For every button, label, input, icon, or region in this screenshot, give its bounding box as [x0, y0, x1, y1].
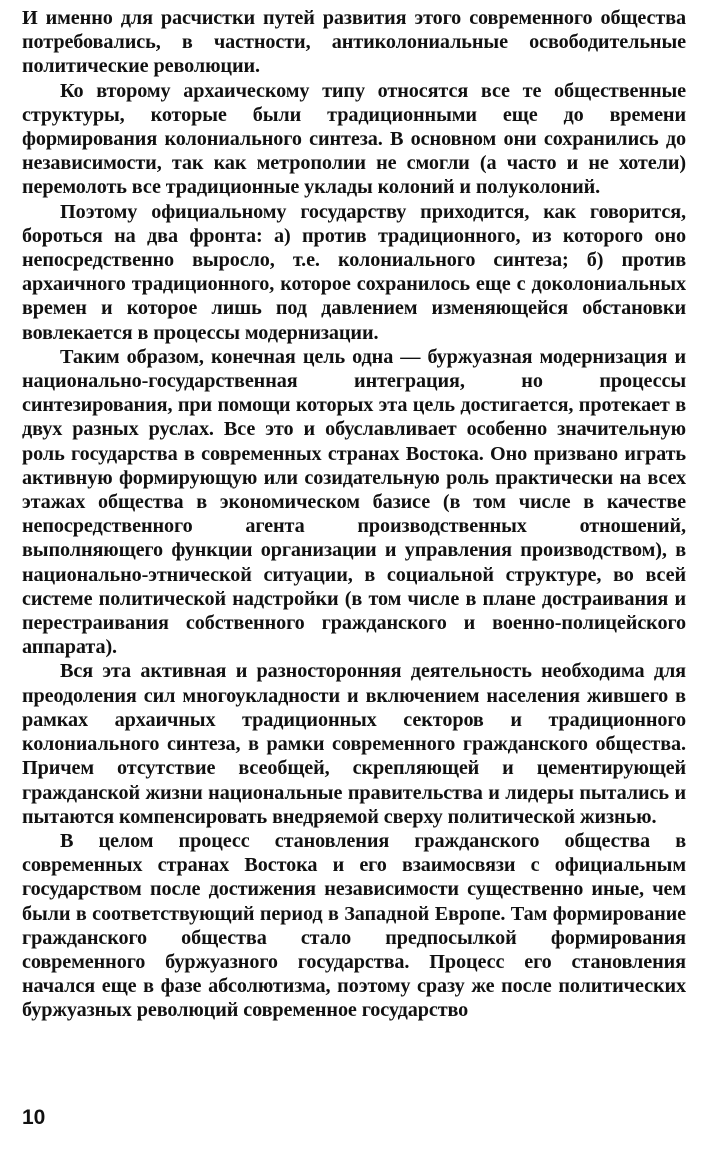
page-number: 10	[22, 1106, 46, 1129]
paragraph-5: Вся эта активная и разносторонняя деятельность необходима для преодоления сил многоукладности и включением населения жившего в рамках архаичных традиционных секторов и традиционного колониального синтеза, в рамки современного гражданского общества. Причем отсутствие всеобщей, скрепляющей и цементирующей гражданской жизни национальные правительства и лидеры пытались и пытаются компенсировать внедряемой сверху политической жизнью.	[22, 660, 686, 828]
paragraph-3: Поэтому официальному государству приходится, как говорится, бороться на два фронта: а) против традиционного, из которого оно непосредственно выросло, т.е. колониального синтеза; б) против архаичного традиционного, которое сохранилось еще с доколониальных времен и которое лишь под давлением изменяющейся обстановки вовлекается в процессы модернизации.	[22, 200, 686, 344]
paragraph-4: Таким образом, конечная цель одна — буржуазная модернизация и национально-государственная интеграция, но процессы синтезирования, при помощи которых эта цель достигается, протекает в двух разных руслах. Все это и обуславливает особенно значительную роль государства в современных странах Востока. Оно призвано играть активную формирующую или созидательную роль практически на всех этажах общества в экономическом базисе (в том числе в качестве непосредственного агента производственных отношений, выполняющего функции организации и управления производством), в национально-этнической ситуации, в социальной структуре, во всей системе политической надстройки (в том числе в плане достраивания и перестраивания собственного гражданского и военно-полицейского аппарата).	[22, 345, 686, 659]
paragraph-1: И именно для расчистки путей развития этого современного общества потребовались, в частности, антиколониальные освободительные политические революции.	[22, 7, 686, 78]
paragraph-6: В целом процесс становления гражданского общества в современных странах Востока и его взаимосвязи с официальным государством после достижения независимости существенно иные, чем были в соответствующий период в Западной Европе. Там формирование гражданского общества стало предпосылкой формирования современного буржуазного государства. Процесс его становления начался еще в фазе абсолютизма, поэтому сразу же после политических буржуазных революций современное государство	[22, 829, 686, 1022]
paragraph-2: Ко второму архаическому типу относятся все те общественные структуры, которые были традиционными еще до времени формирования колониального синтеза. В основном они сохранились до независимости, так как метрополии не смогли (а часто и не хотели) перемолоть все традиционные уклады колоний и полуколоний.	[22, 79, 686, 199]
page-text-body	[22, 6, 686, 1023]
